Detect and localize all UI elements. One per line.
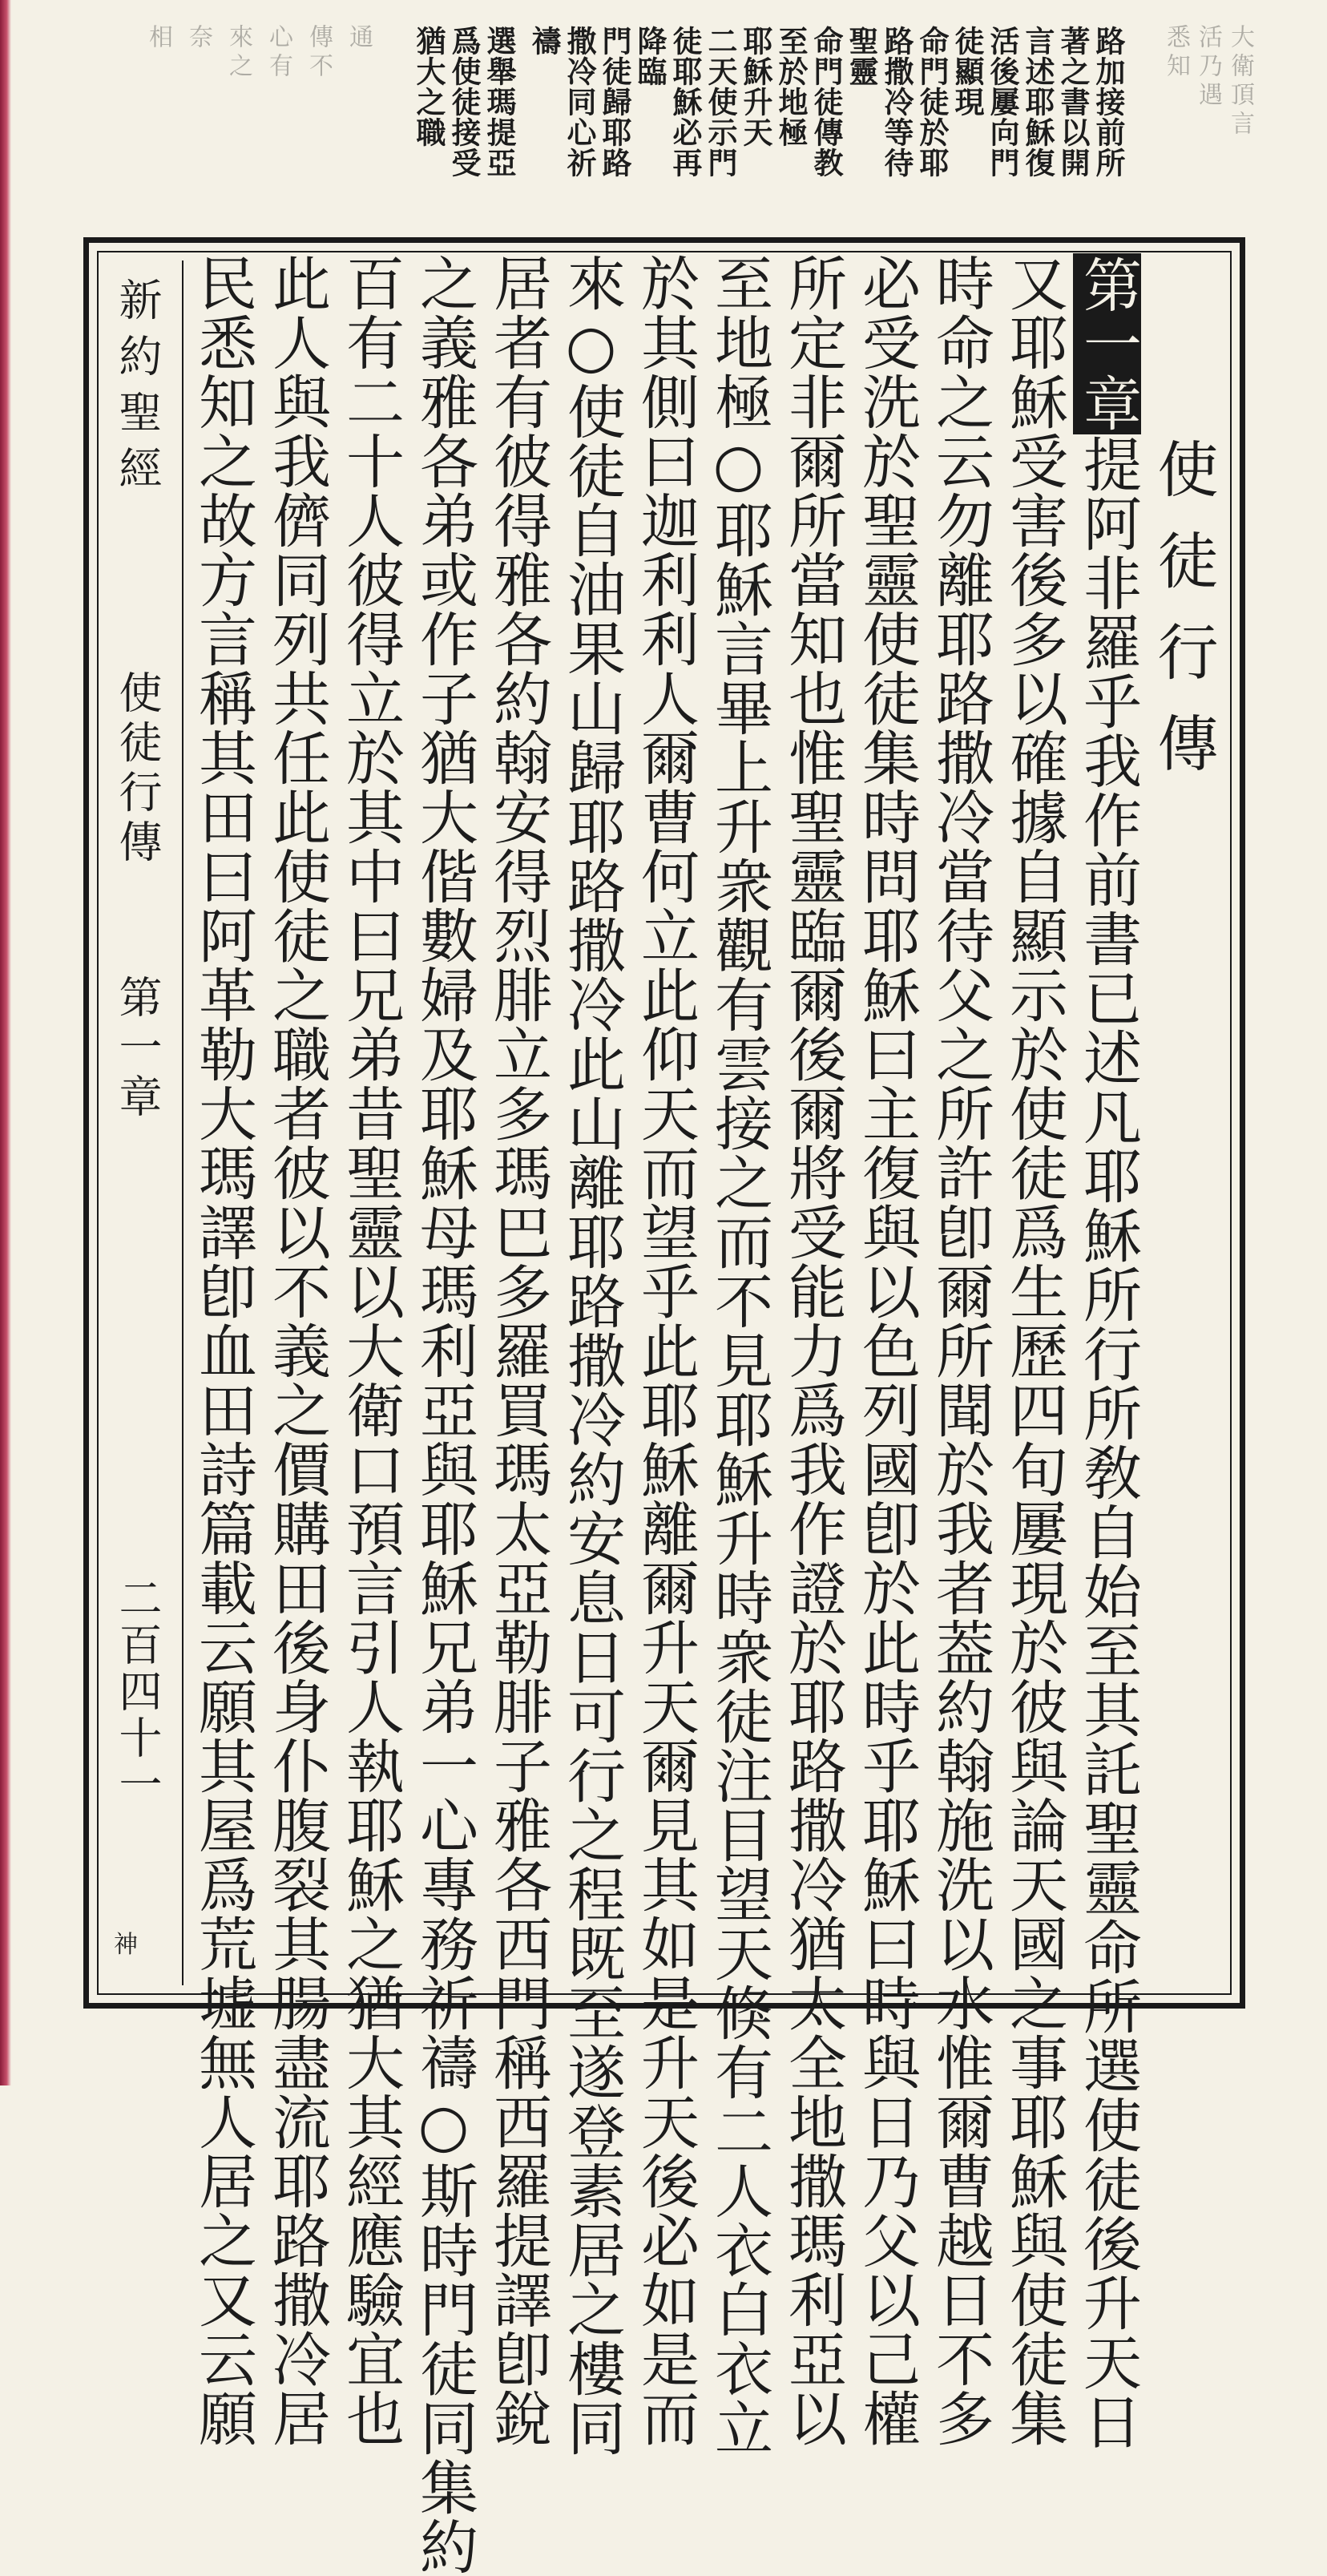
- summary-line: 活後屢向門: [985, 26, 1020, 178]
- summary-line: 言述耶穌復: [1020, 26, 1055, 178]
- text-column: 所定非爾所當知也惟聖靈臨爾後爾將受能力爲我作證於耶路撒冷猶太全地撒瑪利亞以: [778, 253, 846, 2448]
- summary-line: 著之書以開: [1055, 26, 1091, 178]
- column-text: 提阿非羅乎我作前書已述凡耶穌所行所敎自始至其託聖靈命所選使徒後升天日: [1073, 434, 1141, 2451]
- running-chapter: 第一章: [112, 975, 163, 1124]
- text-column: 至地極○耶穌言畢上升衆觀有雲接之而不見耶穌升時衆徒注目望天倏有二人衣白衣立: [704, 253, 772, 2457]
- bleed-column: 大衛頂言: [1226, 24, 1254, 139]
- text-column: [1070, 253, 1143, 2451]
- summary-line: 至於地極: [773, 26, 809, 147]
- summary-line: 聖靈: [844, 26, 879, 87]
- text-column: 必受洗於聖靈使徒集時問耶穌曰主復與以色列國卽於此時乎耶穌曰時與日乃父以己權: [852, 253, 920, 2448]
- text-column: 百有二十人彼得立於其中曰兄弟昔聖靈以大衛口預言引人執耶穌之猶大其經應驗宜也: [336, 253, 404, 2448]
- bleed-column: 來之: [224, 24, 252, 82]
- bleed-column: 心有: [264, 24, 292, 82]
- summary-line: 選舉瑪提亞: [482, 26, 517, 178]
- text-column: 又耶穌受害後多以確據自顯示於使徒爲生歷四旬屢現於彼與論天國之事耶穌與使徒集: [999, 253, 1067, 2448]
- summary-line: 徒耶穌必再: [668, 26, 703, 178]
- text-column: 於其側曰迦利利人爾曹何立此仰天而望乎此耶穌離爾升天爾見其如是升天後必如是而: [631, 253, 699, 2448]
- text-column: 來○使徒自油果山歸耶路撒冷此山離耶路撒冷約安息日可行之程既至遂登素居之樓同: [557, 253, 625, 2457]
- summary-line: 撒冷同心祈: [562, 26, 597, 178]
- running-book: 使徒行傳: [112, 670, 163, 869]
- chapter-summary: [377, 26, 1126, 234]
- bleed-column: 活乃遇: [1194, 24, 1222, 111]
- bleed-column: 傳不: [305, 24, 333, 82]
- bleed-column: 奈: [184, 24, 212, 53]
- summary-line: 徒顯現: [950, 26, 985, 117]
- bleed-column: 相: [144, 24, 172, 53]
- summary-line: 二天使示門: [703, 26, 738, 178]
- page-edge: [0, 0, 11, 2085]
- chapter-label: 第一章: [1073, 255, 1141, 433]
- running-title: 新約聖經: [112, 277, 163, 502]
- page-margin-footer: [96, 253, 176, 1993]
- text-column: 此人與我儕同列共任此使徒之職者彼以不義之價購田後身仆腹裂其腸盡流耶路撒冷居: [262, 253, 330, 2448]
- signature-mark: 神: [114, 1931, 138, 1959]
- summary-line: 路加接前所: [1091, 26, 1126, 178]
- book-title: 使徒行傳: [1148, 438, 1219, 803]
- text-column: 之義雅各弟或作子猶大偕數婦及耶穌母瑪利亞與耶穌兄弟一心專務祈禱○斯時門徒同集約: [409, 253, 478, 2576]
- summary-line: 降臨: [632, 26, 668, 87]
- text-column: 民悉知之故方言稱其田曰阿革勒大瑪譯卽血田詩篇載云願其屋爲荒墟無人居之又云願: [188, 253, 256, 2448]
- main-text: [188, 253, 1230, 2576]
- bleed-column: 悉知: [1162, 24, 1190, 82]
- summary-line: 禱: [526, 26, 562, 56]
- summary-line: 門徒歸耶路: [597, 26, 632, 178]
- page-number: 二百四十一: [112, 1576, 163, 1808]
- summary-line: 耶穌升天: [738, 26, 773, 147]
- summary-line: 猶大之職: [411, 26, 446, 147]
- summary-line: 命門徒於耶: [914, 26, 950, 178]
- text-column: 時命之云勿離耶路撒冷當待父之所許卽爾所聞於我者葢約翰施洗以水惟爾曹越日不多: [926, 253, 994, 2448]
- summary-line: 路撒冷等待: [879, 26, 914, 178]
- bleed-column: 通: [345, 24, 373, 53]
- text-column: 居者有彼得雅各約翰安得烈腓立多瑪巴多羅買瑪太亞勒腓子雅各西門稱西羅提譯卽銳: [483, 253, 551, 2448]
- summary-line: 爲使徒接受: [446, 26, 482, 178]
- summary-line: 命門徒傳教: [809, 26, 844, 178]
